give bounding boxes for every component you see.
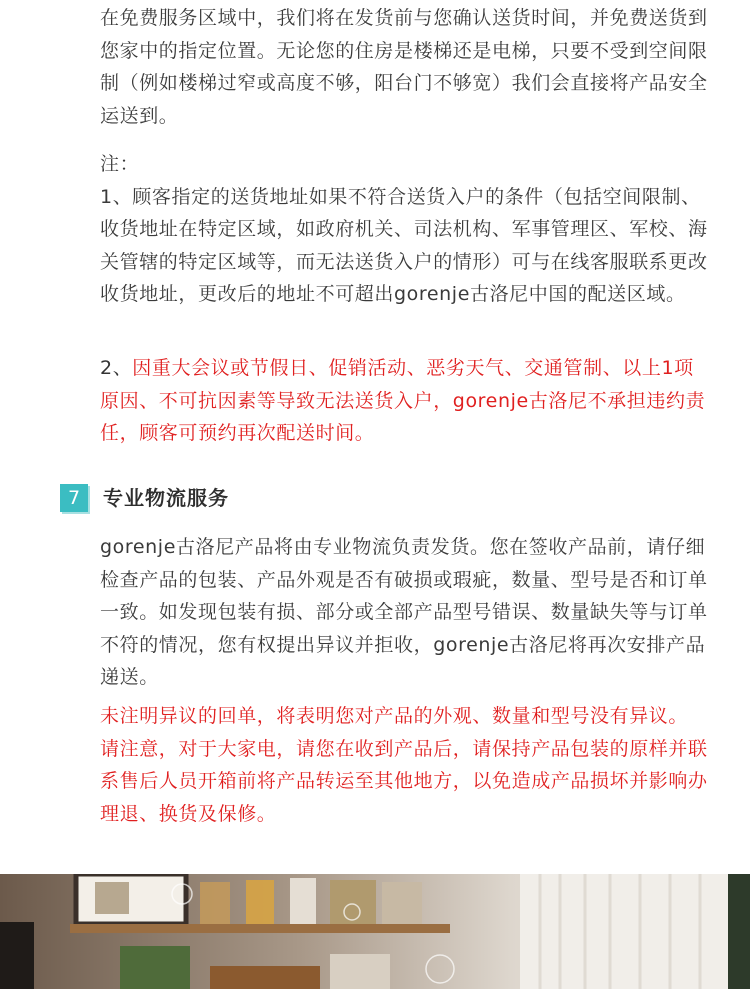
interior-photo xyxy=(0,874,750,989)
warning-1: 未注明异议的回单，将表明您对产品的外观、数量和型号没有异议。 xyxy=(100,705,689,727)
notes-block xyxy=(100,148,712,311)
logistics-body xyxy=(100,531,712,694)
section-title: 专业物流服务 xyxy=(103,486,229,510)
note-2-prefix: 2、 xyxy=(100,357,133,379)
warning-2: 请注意，对于大家电，请您在收到产品后，请保持产品包装的原样并联系售后人员开箱前将产品转运至其他地方，以免造成产品损坏并影响办理退、换货及保修。 xyxy=(100,737,708,825)
section-number-badge: 7 xyxy=(60,484,88,512)
intro-text: 在免费服务区域中，我们将在发货前与您确认送货时间，并免费送货到您家中的指定位置。无论您的住房是楼梯还是电梯，只要不受到空间限制（例如楼梯过窄或高度不够，阳台门不够宽）我们会直接将产品安全运送到。 xyxy=(100,7,708,127)
logistics-warning xyxy=(100,700,712,830)
note-1: 1、顾客指定的送货地址如果不符合送货入户的条件（包括空间限制、收货地址在特定区域，如政府机关、司法机构、军事管理区、军校、海关管辖的特定区域等，而无法送货入户的情形）可与在线客服联系更改收货地址，更改后的地址不可超出gorenje古洛尼中国的配送区域。 xyxy=(100,185,708,305)
note-2 xyxy=(100,352,712,450)
logistics-text: gorenje古洛尼产品将由专业物流负责发货。您在签收产品前，请仔细检查产品的包装、产品外观是否有破损或瑕疵，数量、型号是否和订单一致。如发现包装有损、部分或全部产品型号错误、数量缺失等与订单不符的情况，您有权提出异议并拒收，gorenje古洛尼将再次安排产品递送。 xyxy=(100,536,708,688)
note-label: 注： xyxy=(100,153,140,175)
delivery-intro xyxy=(100,2,712,132)
note-2-red-text: 因重大会议或节假日、促销活动、恶劣天气、交通管制、以上1项原因、不可抗因素等导致无法送货入户，gorenje古洛尼不承担违约责任，顾客可预约再次配送时间。 xyxy=(100,357,706,444)
interior-photo-graphic xyxy=(0,874,750,989)
